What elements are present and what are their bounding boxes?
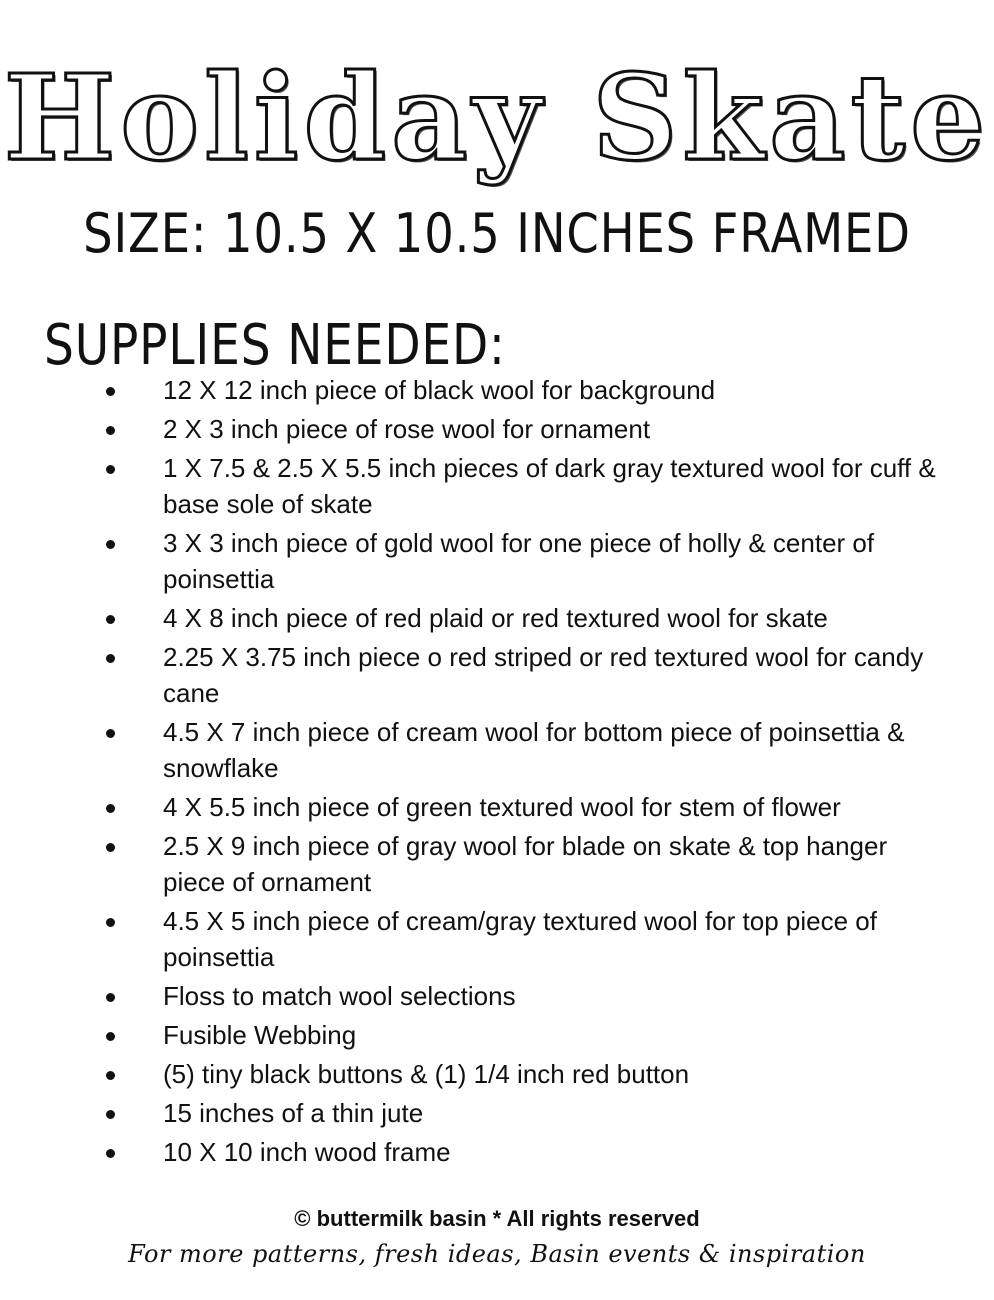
supply-item: [100, 1095, 950, 1131]
supply-item-text: 15 inches of a thin jute: [163, 1098, 424, 1128]
supply-item: [100, 1134, 950, 1170]
supply-item: [100, 450, 950, 522]
supply-item: [100, 903, 950, 975]
bullet-icon: [106, 615, 115, 624]
supply-item: [100, 1017, 950, 1053]
supply-item-text: 2.5 X 9 inch piece of gray wool for blade on skate & top hanger piece of ornament: [163, 831, 888, 897]
supply-item-text: (5) tiny black buttons & (1) 1/4 inch red button: [163, 1059, 690, 1089]
supply-item-text: 4 X 5.5 inch piece of green textured wool for stem of flower: [163, 792, 841, 822]
supply-item-text: 4.5 X 5 inch piece of cream/gray textured wool for top piece of poinsettia: [163, 906, 877, 972]
bullet-icon: [106, 1071, 115, 1080]
footer-tagline: For more patterns, fresh ideas, Basin events & inspiration: [128, 1240, 866, 1268]
supply-item-text: Floss to match wool selections: [163, 981, 516, 1011]
bullet-icon: [106, 993, 115, 1002]
bullet-icon: [106, 465, 115, 474]
supply-item: [100, 978, 950, 1014]
bullet-icon: [106, 540, 115, 549]
bullet-icon: [106, 1110, 115, 1119]
supply-item-text: Fusible Webbing: [163, 1020, 357, 1050]
copyright-notice: © buttermilk basin * All rights reserved: [294, 1206, 700, 1231]
bullet-icon: [106, 843, 115, 852]
supply-item: [100, 789, 950, 825]
bullet-icon: [106, 1149, 115, 1158]
bullet-icon: [106, 387, 115, 396]
supply-item-text: 2.25 X 3.75 inch piece o red striped or red textured wool for candy cane: [163, 642, 924, 708]
supply-list: [100, 372, 950, 1173]
bullet-icon: [106, 654, 115, 663]
supply-item-text: 4.5 X 7 inch piece of cream wool for bottom piece of poinsettia & snowflake: [163, 717, 905, 783]
supply-item: [100, 1056, 950, 1092]
supply-item: [100, 828, 950, 900]
page-title: Holiday Skate: [3, 48, 991, 187]
size-line: SIZE: 10.5 X 10.5 INCHES FRAMED: [83, 202, 911, 265]
supply-item-text: 1 X 7.5 & 2.5 X 5.5 inch pieces of dark gray textured wool for cuff & base sole of skate: [163, 453, 936, 519]
supply-item: [100, 714, 950, 786]
bullet-icon: [106, 729, 115, 738]
supply-item: [100, 639, 950, 711]
supply-item-text: 4 X 8 inch piece of red plaid or red textured wool for skate: [163, 603, 828, 633]
supply-item-text: 3 X 3 inch piece of gold wool for one piece of holly & center of poinsettia: [163, 528, 875, 594]
supplies-heading: SUPPLIES NEEDED:: [44, 313, 506, 378]
bullet-icon: [106, 426, 115, 435]
bullet-icon: [106, 918, 115, 927]
supply-item: [100, 372, 950, 408]
bullet-icon: [106, 1032, 115, 1041]
bullet-icon: [106, 804, 115, 813]
supply-item: [100, 411, 950, 447]
supply-item: [100, 600, 950, 636]
supply-item-text: 12 X 12 inch piece of black wool for background: [163, 375, 716, 405]
supply-item: [100, 525, 950, 597]
supply-item-text: 2 X 3 inch piece of rose wool for ornament: [163, 414, 651, 444]
supply-item-text: 10 X 10 inch wood frame: [163, 1137, 451, 1167]
